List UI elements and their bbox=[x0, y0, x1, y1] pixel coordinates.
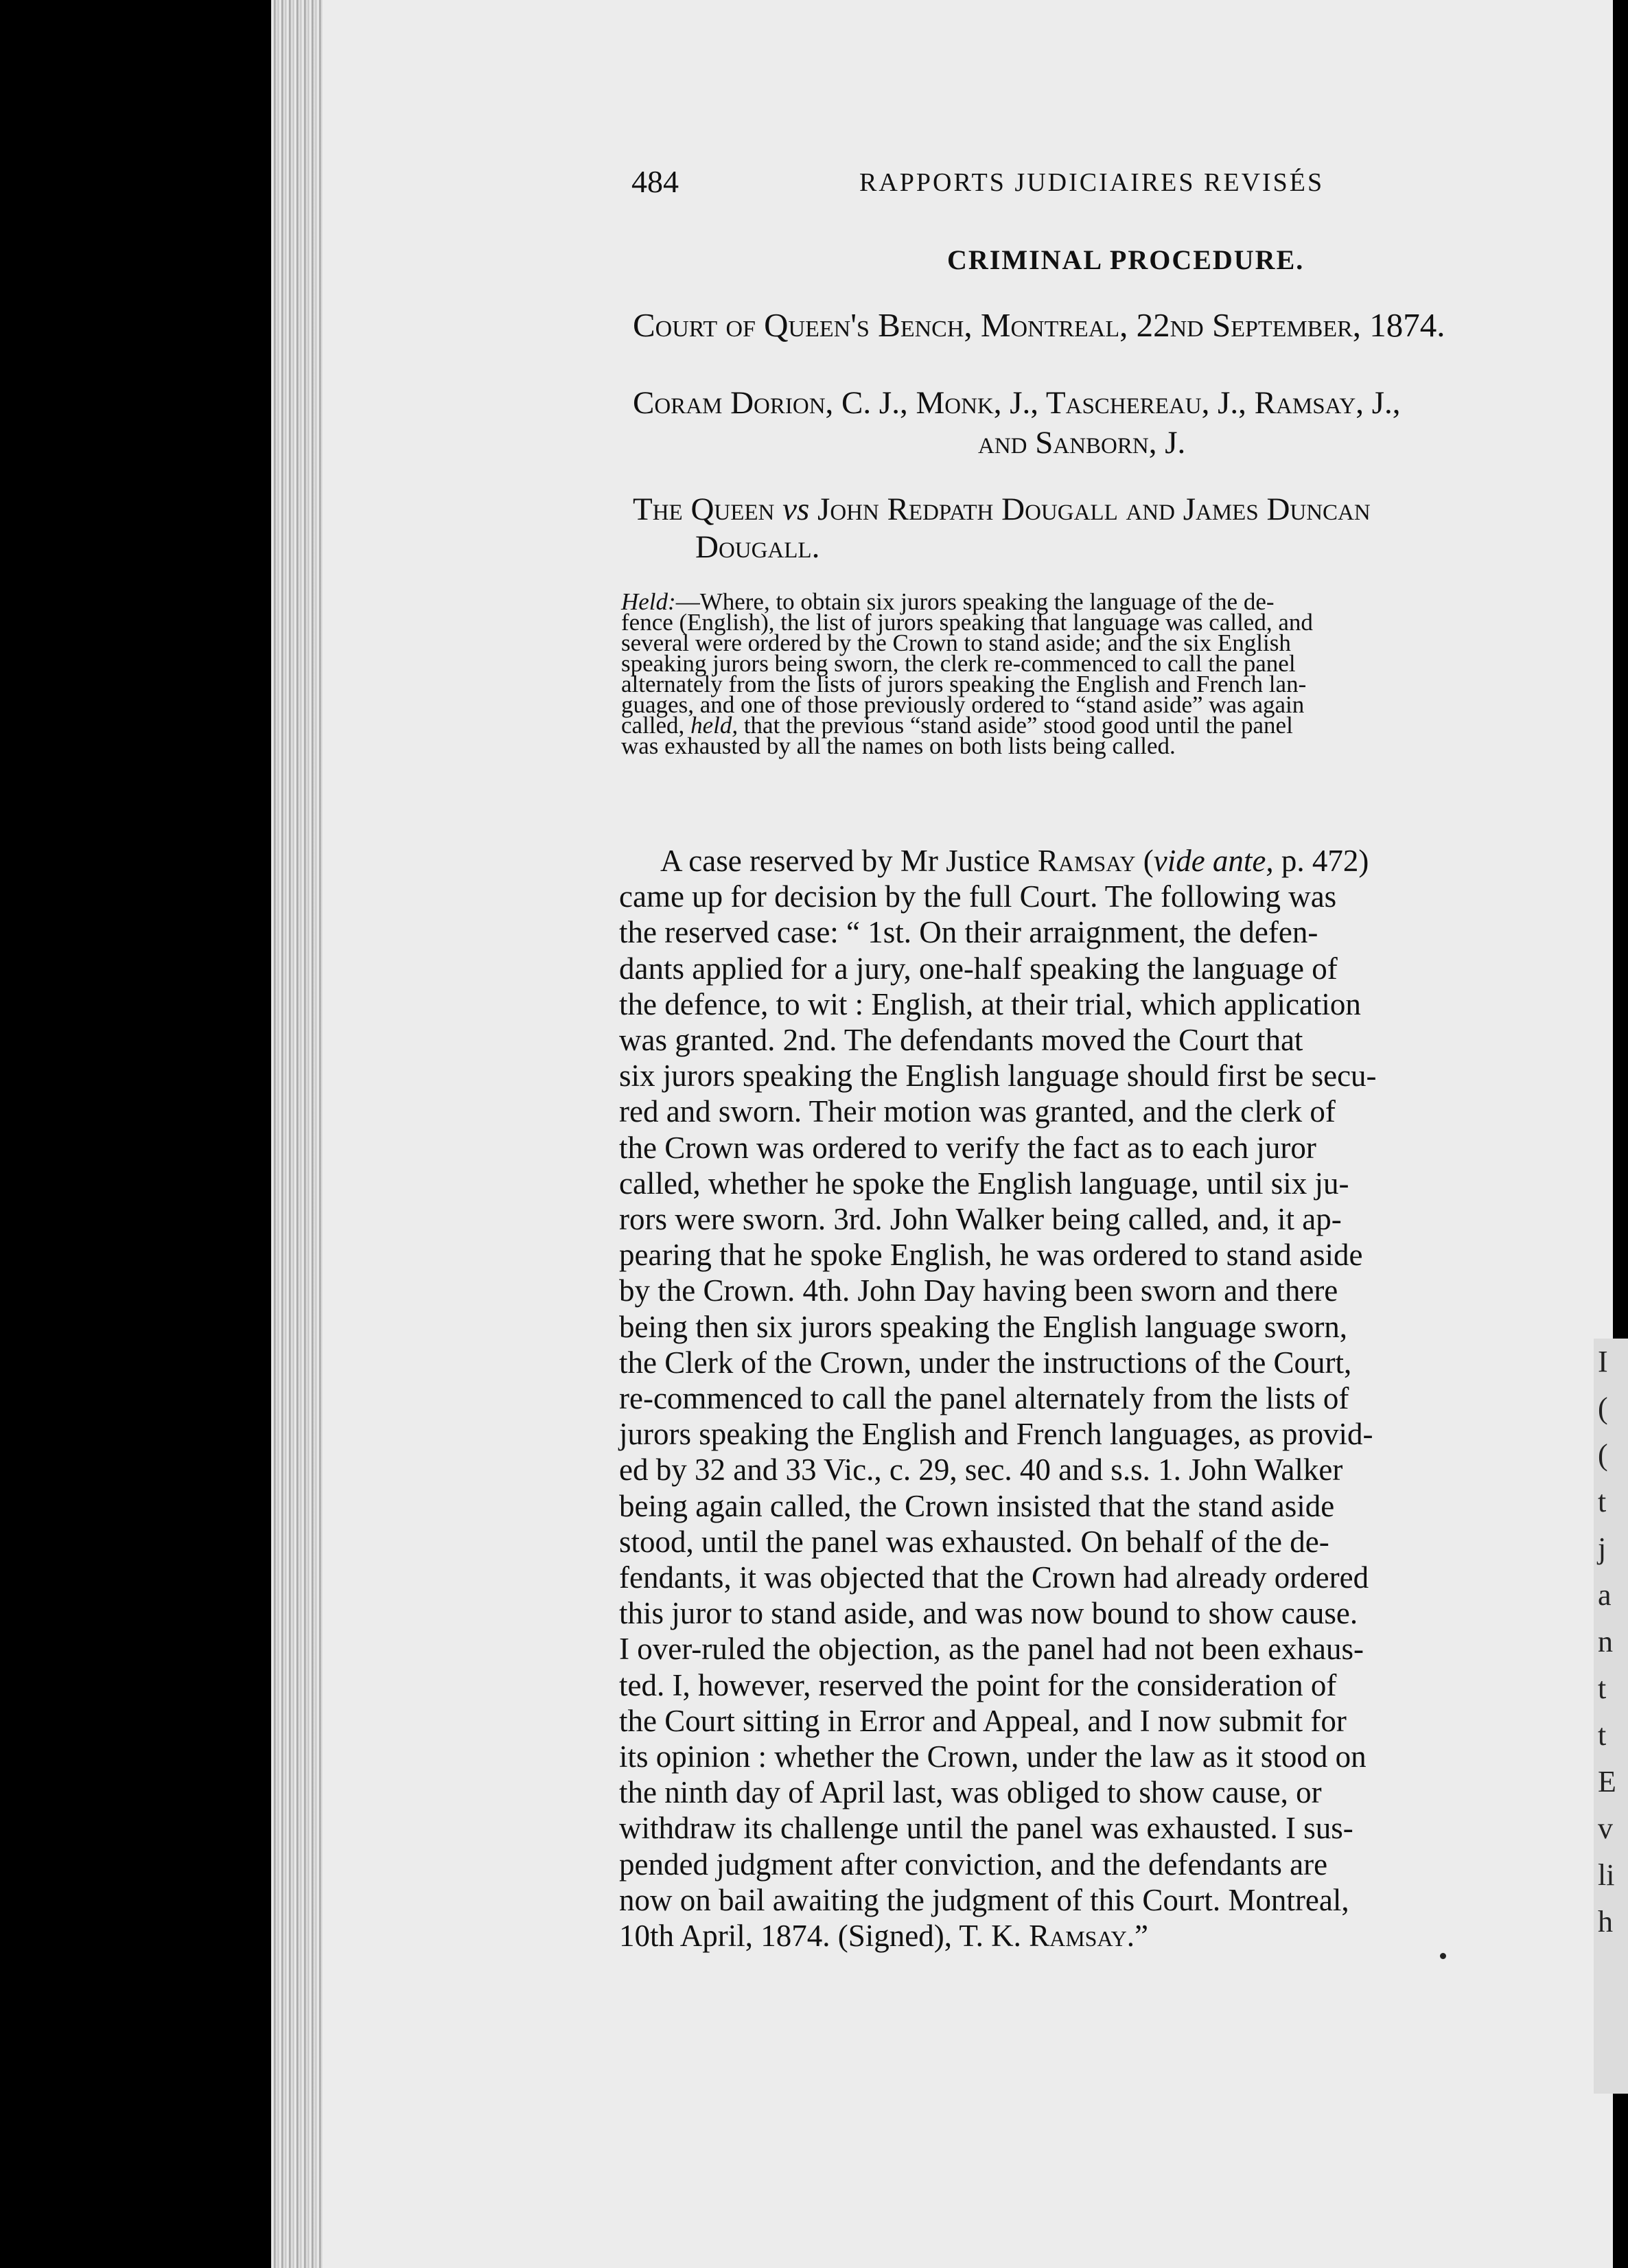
coram-line: Coram Dorion, C. J., Monk, J., Taschereau, J., Ramsay, J., bbox=[633, 385, 1401, 421]
body-line: dants applied for a jury, one-half speaking the language of bbox=[619, 951, 1338, 986]
headnote-line: alternately from the lists of jurors speaking the English and French lan- bbox=[621, 671, 1307, 697]
print-speck bbox=[1440, 1953, 1446, 1959]
running-title: RAPPORTS JUDICIAIRES REVISÉS bbox=[859, 168, 1325, 197]
page-number: 484 bbox=[631, 164, 679, 199]
body-line: rors were sworn. 3rd. John Walker being called, and, it ap- bbox=[619, 1202, 1342, 1237]
body-line: being then six jurors speaking the English language sworn, bbox=[619, 1309, 1348, 1344]
body-line: pearing that he spoke English, he was ordered to stand aside bbox=[619, 1238, 1363, 1273]
body-paragraph bbox=[619, 843, 1573, 1954]
body-line: called, whether he spoke the English language, until six ju- bbox=[619, 1166, 1349, 1201]
headnote-held-italic: held, bbox=[690, 712, 739, 739]
headnote-line: several were ordered by the Crown to stand aside; and the six English bbox=[621, 629, 1291, 656]
body-line: withdraw its challenge until the panel was exhausted. I sus- bbox=[619, 1811, 1353, 1846]
headnote-text: that the previous “stand aside” stood good until the panel bbox=[738, 712, 1293, 739]
body-line: stood, until the panel was exhausted. On behalf of the de- bbox=[619, 1524, 1329, 1559]
facing-page-char: v bbox=[1598, 1812, 1613, 1845]
judge-name: Ramsay bbox=[1037, 844, 1136, 878]
body-line: the defence, to wit : English, at their trial, which application bbox=[619, 986, 1361, 1021]
body-line: the reserved case: “ 1st. On their arraignment, the defen- bbox=[619, 915, 1318, 950]
headnote-line: speaking jurors being sworn, the clerk re-commenced to call the panel bbox=[621, 650, 1296, 677]
body-line: re-commenced to call the panel alternately from the lists of bbox=[619, 1381, 1349, 1416]
body-line: the ninth day of April last, was obliged to show cause, or bbox=[619, 1775, 1322, 1810]
body-text: ( bbox=[1135, 844, 1154, 878]
body-text: 10th April, 1874. (Signed), T. K. bbox=[619, 1919, 1030, 1954]
body-text: .” bbox=[1126, 1919, 1148, 1954]
body-line: being again called, the Crown insisted that the stand aside bbox=[619, 1488, 1335, 1523]
citation-italic: vide ante, bbox=[1153, 844, 1274, 878]
facing-page-char: n bbox=[1598, 1625, 1613, 1658]
facing-page-char: t bbox=[1598, 1485, 1607, 1518]
running-head bbox=[631, 163, 1386, 205]
body-line: by the Crown. 4th. John Day having been sworn and there bbox=[619, 1273, 1338, 1308]
held-label: Held: bbox=[621, 588, 676, 615]
body-text: A case reserved by Mr Justice bbox=[660, 844, 1038, 878]
headnote-line: guages, and one of those previously ordered to “stand aside” was again bbox=[621, 691, 1305, 718]
facing-page-char: E bbox=[1598, 1765, 1616, 1798]
judge-name: Ramsay bbox=[1029, 1919, 1127, 1954]
body-line: now on bail awaiting the judgment of this Court. Montreal, bbox=[619, 1882, 1349, 1917]
body-line bbox=[619, 843, 1573, 879]
facing-page-char: I bbox=[1598, 1345, 1608, 1378]
headnote-line: fence (English), the list of jurors speaking that language was called, and bbox=[621, 609, 1313, 636]
case-party: The Queen bbox=[633, 491, 775, 527]
book-page-edges bbox=[271, 0, 326, 2268]
section-heading: CRIMINAL PROCEDURE. bbox=[947, 244, 1305, 275]
case-versus: vs bbox=[782, 491, 810, 527]
body-line: came up for decision by the full Court. The following was bbox=[619, 879, 1337, 914]
body-line: I over-ruled the objection, as the panel had not been exhaus- bbox=[619, 1632, 1364, 1667]
case-title bbox=[633, 491, 1371, 528]
body-line: red and sworn. Their motion was granted, and the clerk of bbox=[619, 1094, 1336, 1129]
facing-page-char: j bbox=[1598, 1531, 1607, 1565]
body-line: its opinion : whether the Crown, under the law as it stood on bbox=[619, 1739, 1367, 1774]
facing-page-char: t bbox=[1598, 1718, 1607, 1752]
facing-page-char: h bbox=[1598, 1905, 1613, 1939]
body-line: this juror to stand aside, and was now bound to show cause. bbox=[619, 1596, 1358, 1631]
body-text: p. 472) bbox=[1273, 844, 1369, 878]
body-line: fendants, it was objected that the Crown had already ordered bbox=[619, 1560, 1369, 1595]
body-line: ed by 32 and 33 Vic., c. 29, sec. 40 and s.s. 1. John Walker bbox=[619, 1453, 1343, 1488]
body-line: was granted. 2nd. The defendants moved the Court that bbox=[619, 1023, 1303, 1058]
facing-page-char: t bbox=[1598, 1671, 1607, 1705]
headnote bbox=[621, 588, 1565, 759]
headnote-text: —Where, to obtain six jurors speaking the language of the de- bbox=[675, 588, 1275, 615]
case-party: John Redpath Dougall and James Duncan bbox=[817, 491, 1371, 527]
facing-page-fragment bbox=[1594, 1339, 1628, 2094]
headnote-text: called, bbox=[621, 712, 691, 739]
coram-line: and Sanborn, J. bbox=[978, 425, 1186, 461]
case-title-continued: Dougall. bbox=[695, 529, 820, 565]
body-line: pended judgment after conviction, and the defendants are bbox=[619, 1847, 1328, 1882]
body-line: the Court sitting in Error and Appeal, and I now submit for bbox=[619, 1703, 1347, 1738]
body-line bbox=[619, 1918, 1573, 1954]
facing-page-char: li bbox=[1598, 1858, 1615, 1892]
body-line: jurors speaking the English and French languages, as provid- bbox=[619, 1417, 1373, 1452]
body-line: the Clerk of the Crown, under the instructions of the Court, bbox=[619, 1345, 1352, 1380]
court-line: Court of Queen's Bench, Montreal, 22nd September, 1874. bbox=[633, 306, 1445, 344]
headnote-line: was exhausted by all the names on both lists being called. bbox=[621, 732, 1176, 759]
facing-page-char: ( bbox=[1598, 1391, 1608, 1425]
body-line: ted. I, however, reserved the point for the consideration of bbox=[619, 1667, 1337, 1702]
facing-page-char: ( bbox=[1598, 1438, 1608, 1472]
body-line: six jurors speaking the English language should first be secu- bbox=[619, 1058, 1377, 1094]
facing-page-char: a bbox=[1598, 1578, 1612, 1612]
body-line: the Crown was ordered to verify the fact as to each juror bbox=[619, 1130, 1316, 1165]
